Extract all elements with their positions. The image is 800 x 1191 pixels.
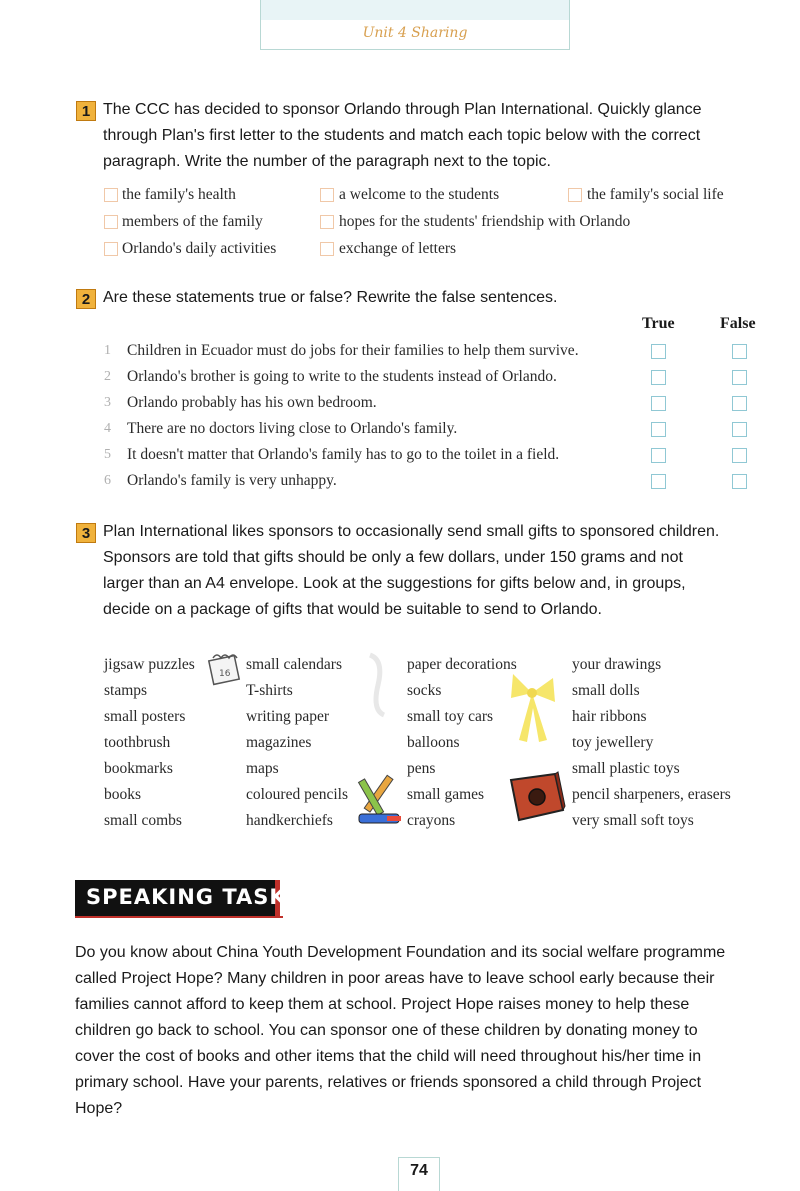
true-checkbox[interactable] (651, 422, 666, 437)
gift-item: coloured pencils (246, 786, 349, 803)
pencil-sharpener-icon (505, 770, 567, 826)
gift-item: paper decorations (407, 656, 517, 673)
speaking-line: called Project Hope? Many children in poor areas have to leave school early because their (75, 970, 715, 987)
gift-item: small combs (104, 812, 182, 829)
true-checkbox[interactable] (651, 396, 666, 411)
speaking-line: cover the cost of books and other items that the child will need throughout his/her time in (75, 1048, 702, 1065)
true-checkbox[interactable] (651, 474, 666, 489)
false-checkbox[interactable] (732, 344, 747, 359)
coloured-pencils-icon (357, 770, 407, 830)
gift-item: your drawings (572, 656, 662, 673)
speaking-line: families cannot afford to keep them at school. Project Hope raises money to help these (75, 996, 690, 1013)
speaking-line: Do you know about China Youth Development Foundation and its social welfare programme (75, 944, 726, 961)
statement-number: 3 (104, 395, 111, 410)
gift-item: toothbrush (104, 734, 171, 751)
gift-item: small toy cars (407, 708, 494, 725)
calendar-icon (205, 648, 245, 688)
page-number: 74 (398, 1157, 440, 1191)
gift-item: magazines (246, 734, 312, 751)
statement-text: Orlando's brother is going to write to the students instead of Orlando. (127, 368, 557, 385)
gift-item: small dolls (572, 682, 640, 699)
exercise-3-line: Plan International likes sponsors to occasionally send small gifts to sponsored children. (103, 523, 720, 540)
gift-item: maps (246, 760, 279, 777)
speaking-line: Hope? (75, 1100, 123, 1117)
true-checkbox[interactable] (651, 448, 666, 463)
speaking-line: primary school. Have your parents, relatives or friends sponsored a child through Project (75, 1074, 702, 1091)
gift-item: hair ribbons (572, 708, 647, 725)
false-checkbox[interactable] (732, 396, 747, 411)
topic-checkbox[interactable] (104, 242, 118, 256)
statement-text: Children in Ecuador must do jobs for their families to help them survive. (127, 342, 579, 359)
exercise-1-line: The CCC has decided to sponsor Orlando through Plan International. Quickly glance (103, 101, 702, 118)
false-checkbox[interactable] (732, 448, 747, 463)
exercise-3-line: decide on a package of gifts that would be suitable to send to Orlando. (103, 601, 602, 618)
gift-column (407, 652, 517, 834)
gift-item: small posters (104, 708, 186, 725)
topic-checkbox[interactable] (320, 188, 334, 202)
gift-item: jigsaw puzzles (104, 656, 195, 673)
gift-item: writing paper (246, 708, 330, 725)
gift-item: pens (407, 760, 436, 777)
false-checkbox[interactable] (732, 370, 747, 385)
gift-item: balloons (407, 734, 460, 751)
statement-text: Orlando's family is very unhappy. (127, 472, 337, 489)
gift-column (104, 652, 195, 834)
svg-text:16: 16 (219, 669, 231, 679)
false-column-header: False (720, 315, 756, 332)
exercise-1-number: 1 (76, 101, 96, 121)
gift-item: small games (407, 786, 485, 803)
gift-item: T-shirts (246, 682, 293, 699)
topic-checkbox[interactable] (104, 215, 118, 229)
exercise-3-line: larger than an A4 envelope. Look at the suggestions for gifts below and, in groups, (103, 575, 686, 592)
topic-label: members of the family (122, 213, 263, 230)
statement-number: 6 (104, 473, 111, 488)
statement-number: 5 (104, 447, 111, 462)
exercise-1-line: through Plan's first letter to the students and match each topic below with the correct (103, 127, 701, 144)
exercise-3-line: Sponsors are told that gifts should be only a few dollars, under 150 grams and not (103, 549, 683, 566)
topic-label: exchange of letters (339, 240, 457, 257)
unit-title: Unit 4 Sharing (362, 25, 468, 41)
gift-column (572, 652, 731, 834)
exercise-1-line: paragraph. Write the number of the paragraph next to the topic. (103, 153, 551, 170)
topic-checkbox[interactable] (320, 215, 334, 229)
speaking-task-text (75, 940, 725, 1122)
exercise-1-instruction (103, 97, 702, 175)
gift-item: socks (407, 682, 442, 699)
gift-item: crayons (407, 812, 456, 829)
false-checkbox[interactable] (732, 474, 747, 489)
gift-item: books (104, 786, 142, 803)
statement-text: It doesn't matter that Orlando's family has to go to the toilet in a field. (127, 446, 560, 463)
speaking-task-underline (75, 916, 283, 918)
topic-label: Orlando's daily activities (122, 240, 277, 257)
gift-item: handkerchiefs (246, 812, 333, 829)
topic-checkbox[interactable] (104, 188, 118, 202)
statement-number: 2 (104, 369, 111, 384)
true-column-header: True (642, 315, 675, 332)
statement-number: 4 (104, 421, 111, 436)
gift-column (246, 652, 348, 834)
exercise-3-number: 3 (76, 523, 96, 543)
exercise-2-instruction: Are these statements true or false? Rewrite the false sentences. (103, 289, 558, 306)
statement-text: Orlando probably has his own bedroom. (127, 394, 377, 411)
gift-item: very small soft toys (572, 812, 694, 829)
topic-label: hopes for the students' friendship with Orlando (339, 213, 631, 230)
hair-ribbon-icon (505, 668, 560, 746)
exercise-3-instruction (103, 519, 719, 623)
gift-item: stamps (104, 682, 148, 699)
gift-item: small plastic toys (572, 760, 680, 777)
true-checkbox[interactable] (651, 344, 666, 359)
gift-item: toy jewellery (572, 734, 654, 751)
topic-label: the family's health (122, 186, 236, 203)
statement-number: 1 (104, 343, 111, 358)
false-checkbox[interactable] (732, 422, 747, 437)
paper-decoration-icon (360, 650, 394, 720)
topic-label: the family's social life (587, 186, 724, 203)
topic-checkbox[interactable] (568, 188, 582, 202)
speaking-line: children go back to school. You can sponsor one of these children by donating money to (75, 1022, 698, 1039)
speaking-task-title: SPEAKING TASK (86, 885, 287, 909)
topic-checkbox[interactable] (320, 242, 334, 256)
gift-item: bookmarks (104, 760, 173, 777)
true-checkbox[interactable] (651, 370, 666, 385)
topic-label: a welcome to the students (339, 186, 500, 203)
exercise-2-number: 2 (76, 289, 96, 309)
gift-item: small calendars (246, 656, 342, 673)
statement-text: There are no doctors living close to Orlando's family. (127, 420, 458, 437)
gift-item: pencil sharpeners, erasers (572, 786, 731, 803)
